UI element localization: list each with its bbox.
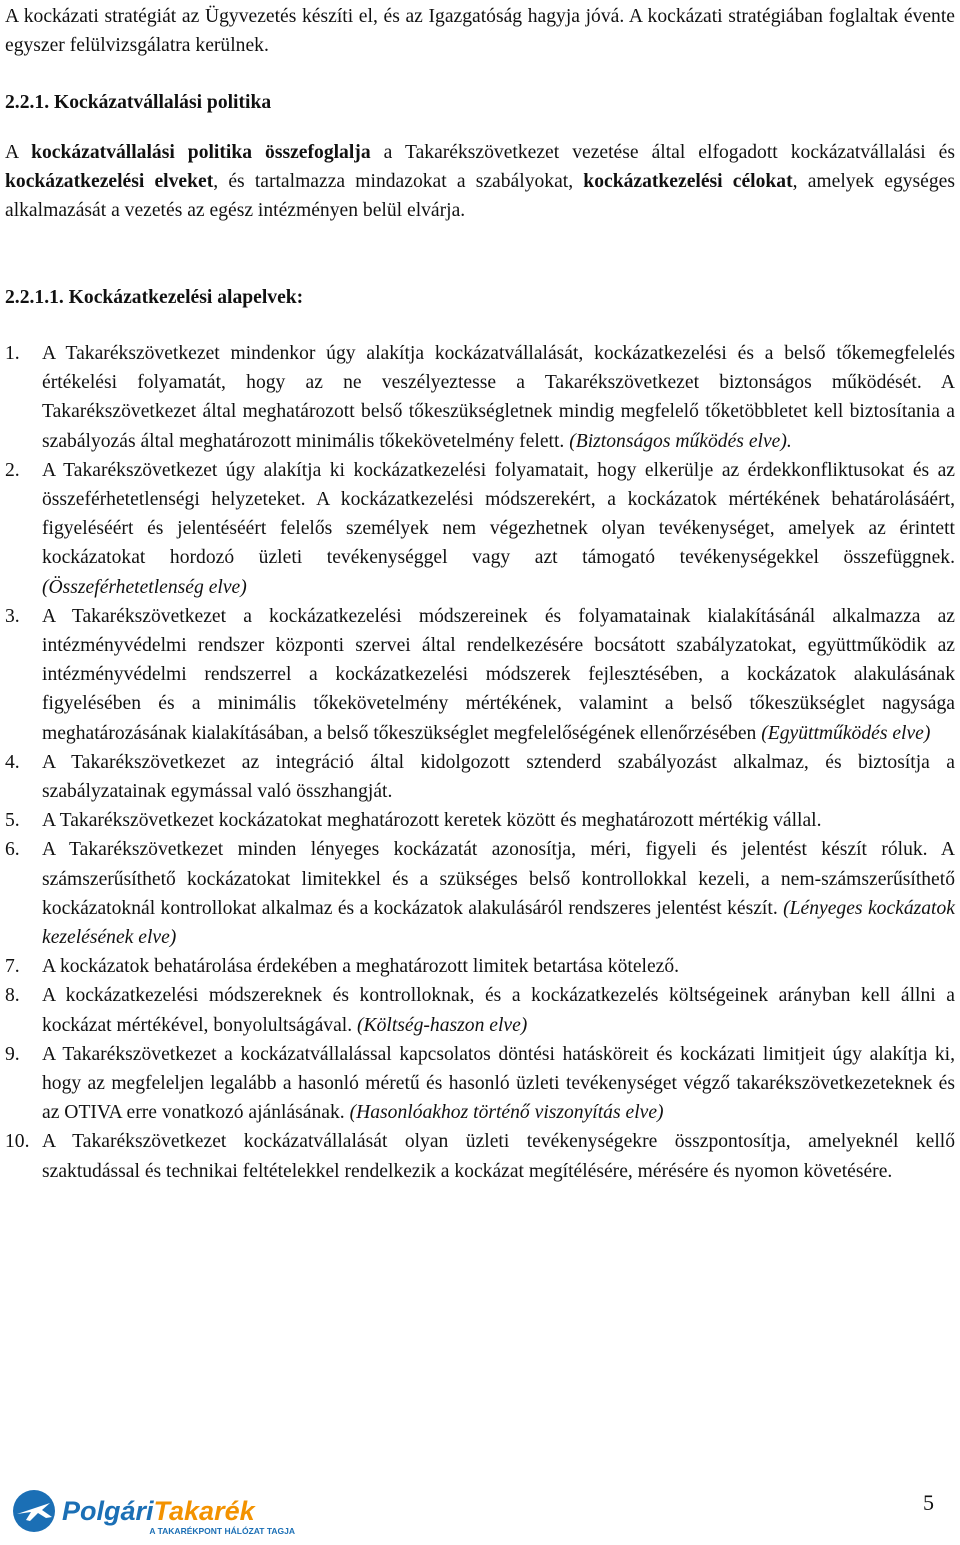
principles-list bbox=[5, 339, 955, 1186]
principle-name: (Költség-haszon elve) bbox=[357, 1014, 528, 1036]
polgari-takarek-logo bbox=[12, 1487, 302, 1537]
principle-name: (Hasonlóakhoz történő viszonyítás elve) bbox=[349, 1102, 664, 1124]
list-item: 9. A Takarékszövetkezet a kockázatvállalással kapcsolatos döntési hatásköreit és kockázati limitjeit úgy alakítja ki, hogy az megfeleljen legalább a hasonló méretű és hasonló üzleti tevékenységet végző takarékszövetkezeteknek és az OTIVA erre vonatkozó ajánlásának. (Hasonlóakhoz történő viszonyítás elve) bbox=[5, 1040, 955, 1128]
airplane-icon bbox=[13, 1490, 55, 1532]
bold-term: kockázatkezelési célokat bbox=[583, 171, 793, 193]
item-number: 6. bbox=[5, 839, 20, 861]
list-item: 4. A Takarékszövetkezet az integráció által kidolgozott sztenderd szabályozást alkalmaz, és biztosítja a szabályzatainak egymással való összhangját. bbox=[5, 748, 955, 806]
list-item: 3. A Takarékszövetkezet a kockázatkezelési módszereinek és folyamatainak kialakításánál alkalmazza az intézményvédelmi rendszer központi szervei által rendelkezésére bocsátott szabályzatokat, együttműködik az intézményvédelmi rendszerrel a kockázatkezelési módszerek fejlesztésében, a kockázatok alakulásának figyelésében és a minimális tőkekövetelmény mértékének, valamint a belső tőkeszükséglet nagysága meghatározásának kialakításában, a belső tőkeszükséglet megfelelőségének ellenőrzésében (Együttműködés elve) bbox=[5, 602, 955, 748]
section-title: 2.2.1. Kockázatvállalási politika bbox=[5, 92, 272, 113]
bold-term: kockázatkezelési elveket bbox=[5, 171, 214, 193]
logo-tagline: A TAKARÉKPONT HÁLÓZAT TAGJA bbox=[149, 1526, 295, 1536]
item-number: 10. bbox=[5, 1131, 30, 1153]
item-number: 4. bbox=[5, 751, 20, 773]
item-number: 5. bbox=[5, 810, 20, 832]
subsection-title: 2.2.1.1. Kockázatkezelési alapelvek: bbox=[5, 287, 304, 308]
list-item: 5. A Takarékszövetkezet kockázatokat meghatározott keretek között és meghatározott mértékig vállal. bbox=[5, 806, 955, 835]
list-item: 2. A Takarékszövetkezet úgy alakítja ki kockázatkezelési folyamatait, hogy elkerülje az érdekkonfliktusokat és az összeférhetetlenségi helyzeteket. A kockázatkezelési módszerekért, a kockázatok mértékének behatárolásáért, figyeléséért és jelentéséért felelős személyek nem végezhetnek olyan tevékenységet, amelyek az érintett kockázatokat hordozó üzleti tevékenységgel vagy azt támogató tevékenységekkel összefüggnek. (Összeférhetetlenség elve) bbox=[5, 456, 955, 602]
page-number: 5 bbox=[923, 1490, 934, 1515]
list-item: 7. A kockázatok behatárolása érdekében a meghatározott limitek betartása kötelező. bbox=[5, 952, 955, 981]
item-number: 9. bbox=[5, 1043, 20, 1065]
list-item: 10. A Takarékszövetkezet kockázatvállalását olyan üzleti tevékenységekre összpontosítja, amelyeknél kellő szaktudással és technikai feltételekkel rendelkezik a kockázat megítélésére, mérésére és nyomon követésére. bbox=[5, 1127, 955, 1185]
principle-name: (Biztonságos működés elve). bbox=[569, 430, 792, 452]
intro-paragraph: A kockázati stratégiát az Ügyvezetés készíti el, és az Igazgatóság hagyja jóvá. A kockázati stratégiában foglaltak évente egyszer felülvizsgálatra kerülnek. bbox=[5, 6, 955, 57]
principle-name: (Összeférhetetlenség elve) bbox=[42, 576, 247, 598]
item-number: 1. bbox=[5, 343, 20, 364]
svg-text:PolgáriTakarék bbox=[62, 1496, 257, 1526]
principle-name: (Lényeges kockázatok kezelésének elve) bbox=[42, 897, 955, 949]
bold-term: kockázatvállalási politika összefoglalja bbox=[31, 142, 371, 163]
list-item: 6. A Takarékszövetkezet minden lényeges kockázatát azonosítja, méri, figyeli és jelentést készít róluk. A számszerűsíthető kockázatokat limitekkel és a szükséges belső kontrollokkal kezeli, a nem-számszerűsíthető kockázatoknál kontrollokat alkalmaz és a kockázatok alakulásáról rendszeres jelentést készít. (Lényeges kockázatok kezelésének elve) bbox=[5, 835, 955, 952]
list-item: 1. A Takarékszövetkezet mindenkor úgy alakítja kockázatvállalását, kockázatkezelési és a belső tőkemegfelelés értékelési folyamatát, hogy az ne veszélyeztesse a Takarékszövetkezet biztonságos működését. A Takarékszövetkezet által meghatározott belső tőkeszükségletnek mindig megfelelő tőketöbbletet kell biztosítania a szabályozás által meghatározott minimális tőkekövetelmény felett. (Biztonságos működés elve). bbox=[5, 339, 955, 456]
item-number: 8. bbox=[5, 985, 20, 1007]
list-item: 8. A kockázatkezelési módszereknek és kontrolloknak, és a kockázatkezelés költségeinek arányban kell állni a kockázat mértékével, bonyolultságával. (Költség-haszon elve) bbox=[5, 981, 955, 1039]
logo-word-takarek: Takarék bbox=[153, 1496, 255, 1526]
item-number: 3. bbox=[5, 605, 20, 627]
policy-paragraph: A kockázatvállalási politika összefoglalja a Takarékszövetkezet vezetése által elfogadott kockázatvállalási és kockázatkezelési elveket, és tartalmazza mindazokat a szabályokat, kockázatkezelési célokat, amelyek egységes alkalmazását a vezetés az egész intézményen belül elvárja. bbox=[5, 142, 956, 222]
principle-name: (Együttműködés elve) bbox=[761, 722, 931, 744]
logo-word-polgari: Polgári bbox=[62, 1496, 154, 1526]
item-number: 7. bbox=[5, 956, 20, 978]
item-number: 2. bbox=[5, 459, 20, 481]
